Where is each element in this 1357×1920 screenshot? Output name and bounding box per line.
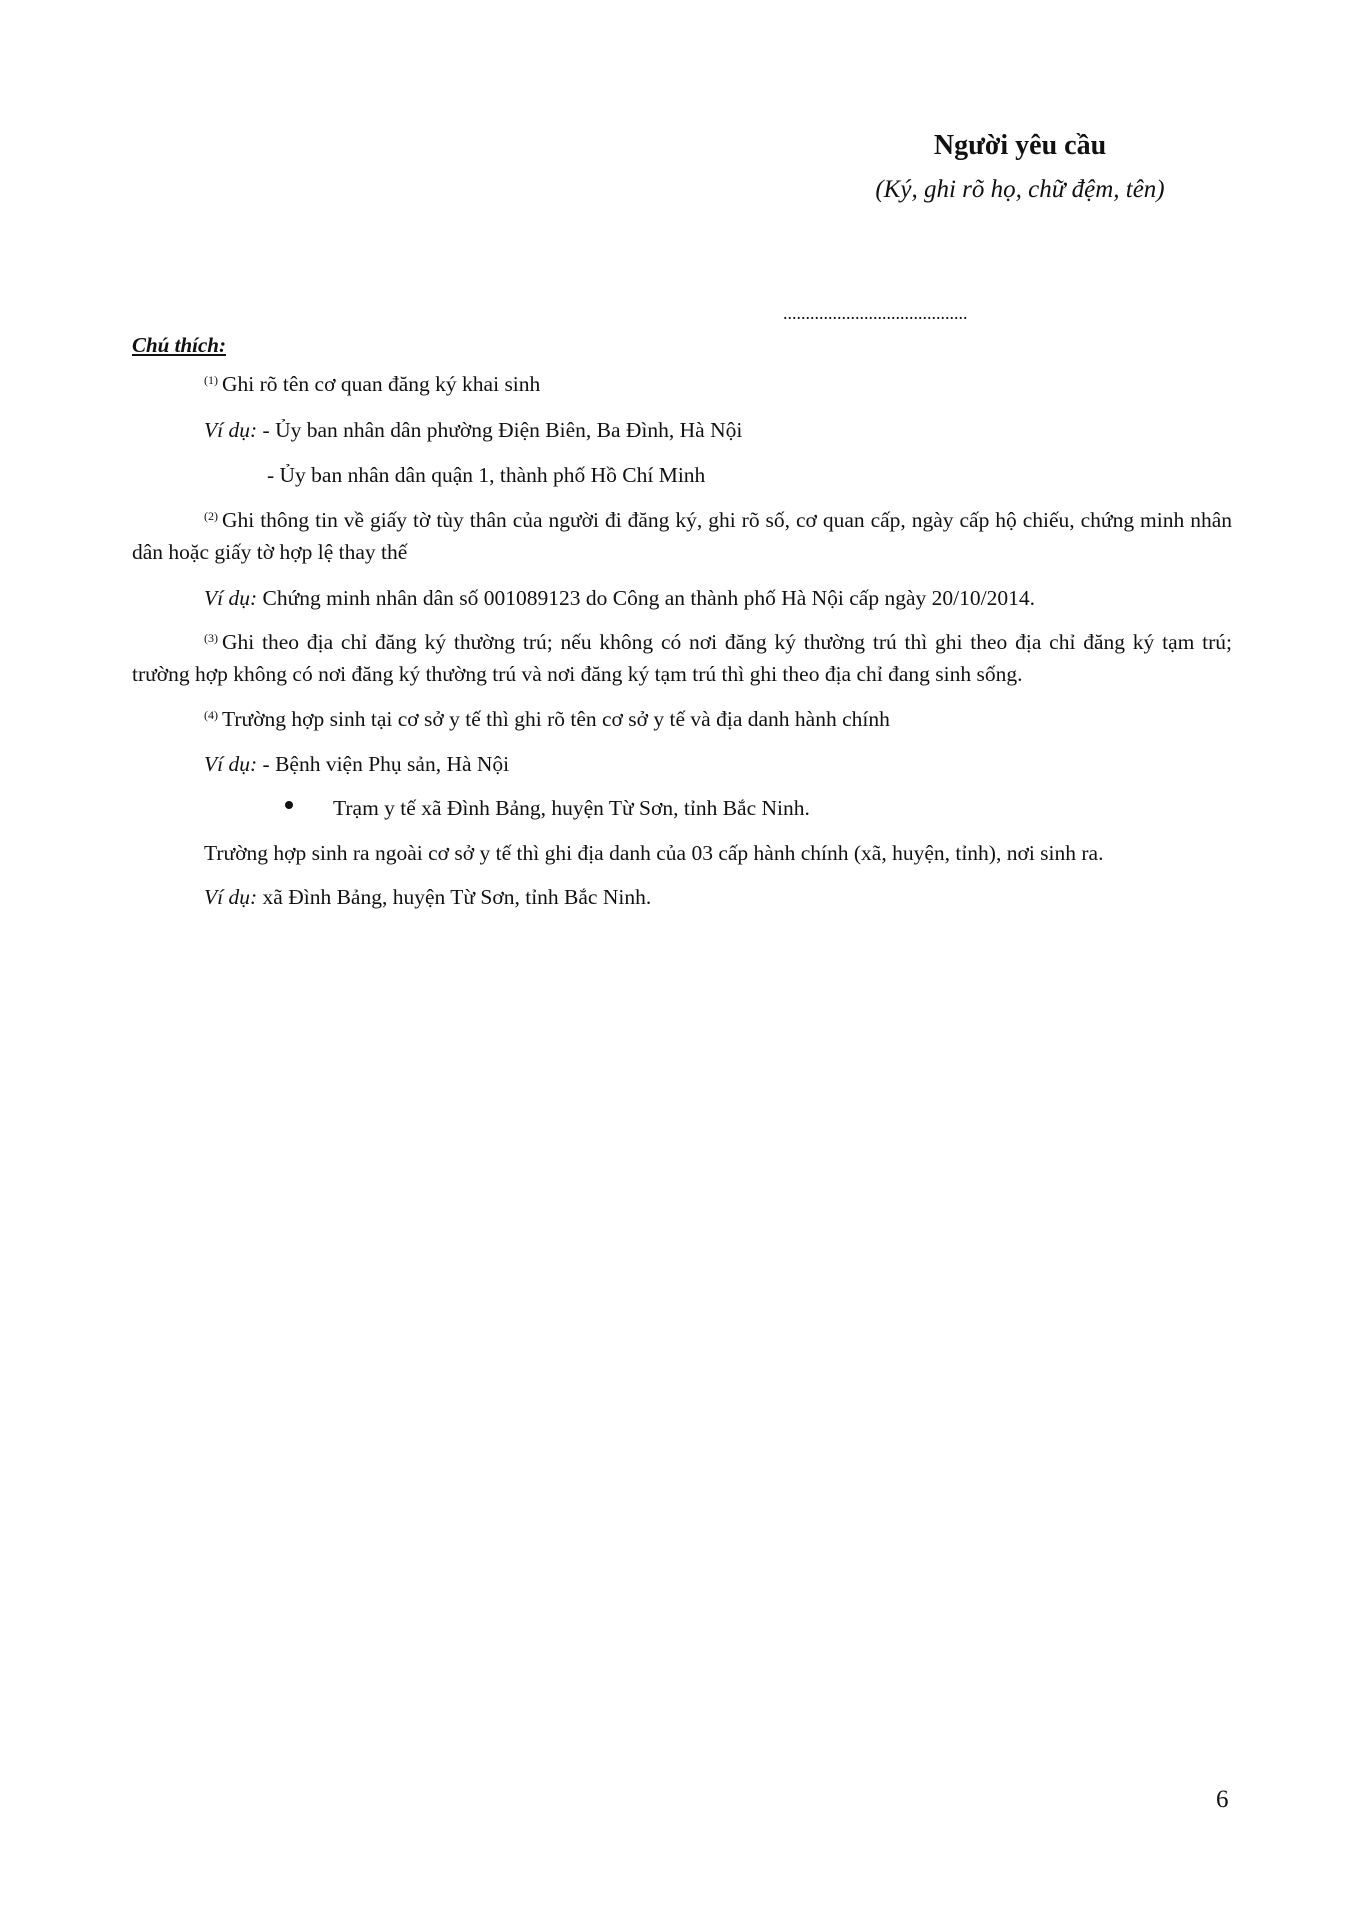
note-2 — [132, 504, 1232, 568]
note-1-ref: (1) — [204, 373, 218, 387]
note-3 — [132, 626, 1232, 690]
signature-title: Người yêu cầu — [933, 130, 1107, 161]
note-4-example-1 — [204, 749, 509, 779]
example-text: - Ủy ban nhân dân phường Điện Biên, Ba Đình, Hà Nội — [262, 418, 743, 442]
signature-line: ......................................... — [783, 303, 968, 323]
note-4-text: Trường hợp sinh tại cơ sở y tế thì ghi rõ tên cơ sở y tế và địa danh hành chính — [222, 707, 890, 731]
example-text: - Bệnh viện Phụ sản, Hà Nội — [262, 752, 510, 776]
note-3-ref: (3) — [204, 631, 218, 645]
note-1-text: Ghi rõ tên cơ quan đăng ký khai sinh — [222, 372, 541, 396]
note-2-text: Ghi thông tin về giấy tờ tùy thân của người đi đăng ký, ghi rõ số, cơ quan cấp, ngày cấp hộ chiếu, chứng minh nhân dân hoặc giấy tờ hợp lệ thay thế — [132, 508, 1232, 564]
page-number: 6 — [1216, 1786, 1229, 1813]
example-text: Chứng minh nhân dân số 001089123 do Công an thành phố Hà Nội cấp ngày 20/10/2014. — [262, 586, 1035, 610]
example-label: Ví dụ: — [204, 752, 258, 776]
bullet-icon — [285, 801, 293, 809]
note-4-bullet-item: Trạm y tế xã Đình Bảng, huyện Từ Sơn, tỉnh Bắc Ninh. — [333, 796, 810, 820]
notes-heading: Chú thích: — [132, 333, 226, 357]
note-1-example-2: - Ủy ban nhân dân quận 1, thành phố Hồ Chí Minh — [267, 463, 706, 487]
example-text: xã Đình Bảng, huyện Từ Sơn, tỉnh Bắc Ninh. — [262, 885, 652, 909]
note-2-example — [204, 583, 1035, 613]
note-4 — [204, 704, 890, 734]
example-label: Ví dụ: — [204, 418, 258, 442]
signature-instruction: (Ký, ghi rõ họ, chữ đệm, tên) — [875, 176, 1165, 203]
note-4-outside-text: Trường hợp sinh ra ngoài cơ sở y tế thì ghi địa danh của 03 cấp hành chính (xã, huyện, tỉnh), nơi sinh ra. — [204, 841, 1104, 865]
note-4-example-2 — [204, 882, 651, 912]
note-1-example-1 — [204, 415, 742, 445]
example-label: Ví dụ: — [204, 885, 258, 909]
example-label: Ví dụ: — [204, 586, 258, 610]
note-1 — [204, 369, 540, 399]
note-3-text: Ghi theo địa chỉ đăng ký thường trú; nếu không có nơi đăng ký thường trú thì ghi theo địa chỉ đăng ký tạm trú; trường hợp không có nơi đăng ký thường trú và nơi đăng ký tạm trú thì ghi theo địa chỉ đang sinh sống. — [132, 630, 1232, 686]
note-4-ref: (4) — [204, 708, 218, 722]
note-2-ref: (2) — [204, 509, 218, 523]
